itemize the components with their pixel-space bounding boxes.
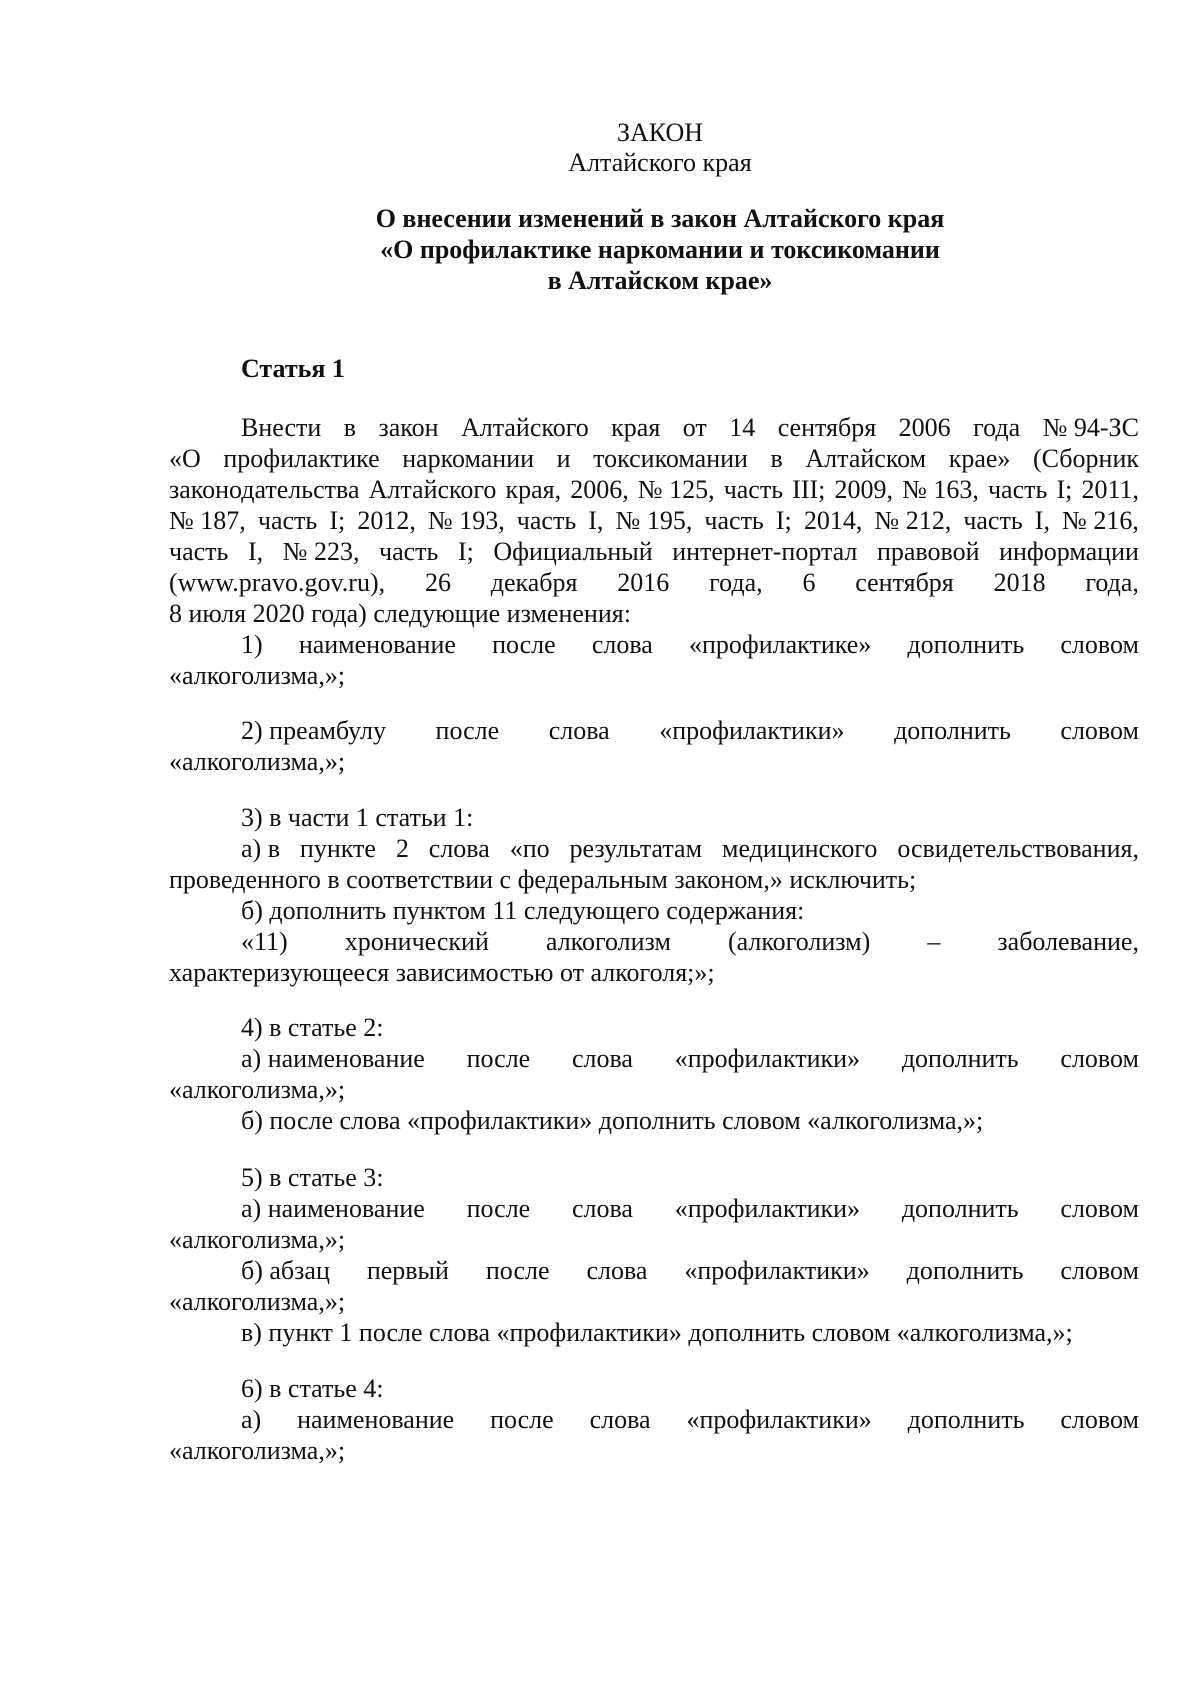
- word: «профилактике»: [688, 630, 872, 659]
- word: пункте: [299, 834, 376, 863]
- word: 26: [424, 568, 451, 597]
- word: 2: [395, 834, 409, 863]
- word: часть: [987, 475, 1048, 504]
- word: и: [556, 444, 571, 473]
- item-line: в) пункт 1 после слова «профилактики» дополнить словом «алкоголизма,»;: [241, 1318, 1073, 1347]
- word: 2006: [898, 413, 951, 442]
- word: 2011,: [1081, 475, 1139, 504]
- word: часть: [516, 506, 577, 535]
- paragraph-line: [169, 443, 1139, 474]
- word: –: [927, 927, 941, 956]
- word: декабря: [490, 568, 578, 597]
- word: в: [770, 444, 783, 473]
- word: освидетельствования,: [897, 834, 1139, 863]
- word: слова: [589, 1405, 651, 1434]
- word: (алкоголизм): [727, 927, 871, 956]
- word: года: [973, 413, 1021, 442]
- word: медицинского: [721, 834, 878, 863]
- word: 2016: [617, 568, 670, 597]
- word: Алтайском: [805, 444, 927, 473]
- word: словом: [1060, 1194, 1139, 1223]
- word: № 125,: [637, 475, 715, 504]
- word: а) в: [241, 834, 280, 863]
- word: после: [466, 1194, 531, 1223]
- word: после: [485, 1256, 550, 1285]
- word: Алтайского: [460, 413, 589, 442]
- word: после: [492, 630, 556, 659]
- word: профилактике: [223, 444, 380, 473]
- item-heading: 4) в статье 2:: [241, 1013, 384, 1042]
- word: часть: [257, 506, 318, 535]
- item-line: [241, 629, 1139, 660]
- item-line: «алкоголизма,»;: [169, 747, 346, 776]
- word: наименование: [297, 1405, 455, 1434]
- item-heading: 3) в части 1 статьи 1:: [241, 803, 474, 832]
- word: Алтайского: [368, 475, 497, 504]
- word: I,: [1034, 506, 1050, 535]
- paragraph-line: [169, 505, 1139, 536]
- word: «профилактики»: [674, 1194, 861, 1223]
- word: дополнить: [894, 716, 1011, 745]
- item-line: [241, 833, 1139, 864]
- paragraph-line: 8 июля 2020 года) следующие изменения:: [169, 599, 631, 628]
- item-line: [241, 1255, 1139, 1286]
- word: 2014,: [803, 506, 863, 535]
- word: № 163,: [902, 475, 979, 504]
- word: Официальный: [493, 537, 653, 566]
- word: I;: [1056, 475, 1073, 504]
- word: I;: [457, 537, 474, 566]
- word: № 187,: [169, 506, 246, 535]
- doc-type: ЗАКОН: [616, 118, 704, 147]
- word: I,: [588, 506, 604, 535]
- word: часть: [723, 475, 784, 504]
- word: 2006,: [570, 475, 629, 504]
- word: словом: [1060, 716, 1139, 745]
- paragraph-line: [169, 474, 1139, 505]
- word: «профилактики»: [686, 1405, 872, 1434]
- item-line: проведенного в соответствии с федеральным законом,» исключить;: [169, 865, 917, 894]
- paragraph-line: [241, 412, 1139, 443]
- word: края,: [505, 475, 562, 504]
- word: словом: [1060, 1405, 1139, 1434]
- paragraph-line: [169, 536, 1139, 567]
- word: III;: [792, 475, 826, 504]
- word: часть: [963, 506, 1023, 535]
- doc-region: Алтайского края: [568, 148, 752, 177]
- word: 2012,: [357, 506, 416, 535]
- word: алкоголизм: [545, 927, 671, 956]
- word: закон: [378, 413, 439, 442]
- word: токсикомании: [593, 444, 748, 473]
- word: «профилактики»: [659, 716, 845, 745]
- word: № 94-ЗС: [1042, 413, 1139, 442]
- word: а) наименование: [241, 1044, 425, 1073]
- word: правовой: [876, 537, 980, 566]
- word: «О: [169, 444, 201, 473]
- item-line: «алкоголизма,»;: [169, 1075, 346, 1104]
- word: дополнить: [907, 630, 1025, 659]
- word: «по: [509, 834, 550, 863]
- word: № 193,: [427, 506, 505, 535]
- item-line: [241, 1404, 1139, 1435]
- word: в: [343, 413, 356, 442]
- word: наименование: [298, 630, 456, 659]
- doc-title-line-1: О внесении изменений в закон Алтайского края: [375, 204, 945, 233]
- word: 2) преамбулу: [241, 716, 386, 745]
- word: законодательства: [169, 475, 360, 504]
- word: интернет-портал: [672, 537, 858, 566]
- word: слова: [428, 834, 490, 863]
- word: I;: [775, 506, 792, 535]
- item-line: [241, 926, 1139, 957]
- word: I,: [247, 537, 264, 566]
- word: Внести: [241, 413, 322, 442]
- word: результатам: [569, 834, 703, 863]
- word: часть: [704, 506, 764, 535]
- word: 1): [241, 630, 263, 659]
- word: 2009,: [834, 475, 893, 504]
- item-heading: 6) в статье 4:: [241, 1374, 384, 1403]
- word: слова: [571, 1194, 633, 1223]
- item-line: [241, 1193, 1139, 1224]
- word: 6: [802, 568, 816, 597]
- word: года,: [709, 568, 763, 597]
- word: дополнить: [907, 1405, 1025, 1434]
- item-heading: 5) в статье 3:: [241, 1163, 384, 1192]
- word: словом: [1060, 1256, 1139, 1285]
- word: 2018: [993, 568, 1046, 597]
- article-heading: Статья 1: [241, 354, 345, 383]
- word: наркомании: [402, 444, 535, 473]
- word: после: [466, 1044, 531, 1073]
- word: словом: [1060, 1044, 1139, 1073]
- item-line: [241, 1043, 1139, 1074]
- item-line: «алкоголизма,»;: [169, 1436, 346, 1465]
- word: слова: [591, 630, 653, 659]
- word: слова: [548, 716, 610, 745]
- word: а): [241, 1405, 262, 1434]
- item-line: б) дополнить пунктом 11 следующего содержания:: [241, 896, 805, 925]
- word: дополнить: [906, 1256, 1024, 1285]
- word: 14: [729, 413, 756, 442]
- word: слова: [571, 1044, 633, 1073]
- word: дополнить: [901, 1194, 1019, 1223]
- item-line: «алкоголизма,»;: [169, 1225, 346, 1254]
- word: I;: [329, 506, 346, 535]
- word: от: [682, 413, 707, 442]
- doc-title-line-2: «О профилактике наркомании и токсикомании: [380, 235, 940, 264]
- doc-title-line-3: в Алтайском крае»: [547, 266, 773, 295]
- word: часть: [379, 537, 439, 566]
- word: № 195,: [615, 506, 693, 535]
- word: № 212,: [874, 506, 952, 535]
- item-line: б) после слова «профилактики» дополнить словом «алкоголизма,»;: [241, 1106, 984, 1135]
- word: (Сборник: [1032, 444, 1139, 473]
- item-line: [241, 715, 1139, 746]
- word: информации: [999, 537, 1139, 566]
- word: крае»: [948, 444, 1011, 473]
- word: «11): [241, 927, 288, 956]
- word: после: [435, 716, 500, 745]
- word: часть: [169, 537, 229, 566]
- paragraph-line: [169, 567, 1139, 598]
- word: сентября: [855, 568, 954, 597]
- word: хронический: [344, 927, 489, 956]
- item-line: «алкоголизма,»;: [169, 661, 346, 690]
- word: (www.pravo.gov.ru),: [169, 568, 386, 597]
- word: а) наименование: [241, 1194, 425, 1223]
- word: № 216,: [1062, 506, 1139, 535]
- word: «профилактики»: [684, 1256, 870, 1285]
- word: года,: [1085, 568, 1139, 597]
- word: словом: [1060, 630, 1139, 659]
- item-line: характеризующееся зависимостью от алкоголя;»;: [169, 958, 715, 987]
- word: края: [611, 413, 661, 442]
- word: б) абзац: [241, 1256, 330, 1285]
- word: сентября: [777, 413, 877, 442]
- word: первый: [366, 1256, 449, 1285]
- word: заболевание,: [997, 927, 1139, 956]
- word: № 223,: [282, 537, 360, 566]
- item-line: «алкоголизма,»;: [169, 1287, 346, 1316]
- word: «профилактики»: [674, 1044, 861, 1073]
- word: слова: [586, 1256, 648, 1285]
- word: дополнить: [901, 1044, 1019, 1073]
- word: после: [490, 1405, 554, 1434]
